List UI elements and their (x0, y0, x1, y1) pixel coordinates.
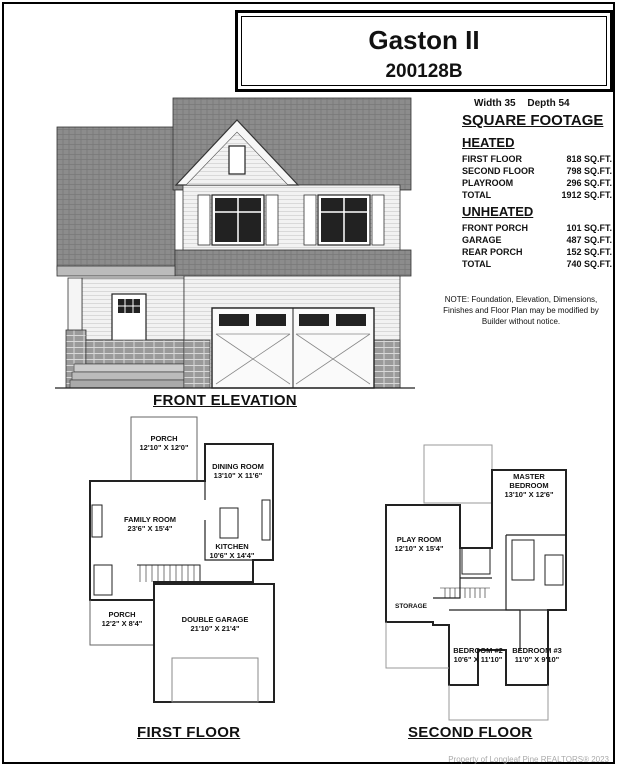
plan-title: Gaston II (368, 25, 480, 55)
builder-note: NOTE: Foundation, Elevation, Dimensions, Finishes and Floor Plan may be modified by Builder without notice. (443, 295, 599, 326)
unheated-row: FRONT PORCH 101 SQ.FT. (462, 223, 612, 233)
unheated-heading: UNHEATED (462, 204, 534, 219)
width-label: Width 35 (474, 98, 516, 109)
room-label: KITCHEN 10'6" X 14'4" (209, 542, 255, 560)
heated-heading: HEATED (462, 135, 515, 150)
heated-row: SECOND FLOOR 798 SQ.FT. (462, 166, 612, 176)
room-label: PLAY ROOM 12'10" X 15'4" (394, 535, 444, 553)
room-label: PORCH 12'2" X 8'4" (101, 610, 143, 628)
front-elevation-caption: FRONT ELEVATION (153, 392, 297, 409)
plan-number: 200128B (385, 61, 463, 82)
unheated-row: GARAGE 487 SQ.FT. (462, 235, 612, 245)
room-label: STORAGE (394, 603, 428, 610)
room-label: DOUBLE GARAGE 21'10" X 21'4" (181, 615, 249, 633)
room-label: FAMILY ROOM 23'6" X 15'4" (123, 515, 177, 533)
room-label: BEDROOM #2 10'6" X 11'10" (453, 646, 503, 664)
heated-row: FIRST FLOOR 818 SQ.FT. (462, 154, 612, 164)
room-label: DINING ROOM 13'10" X 11'6" (212, 462, 264, 480)
depth-label: Depth 54 (527, 98, 570, 109)
room-label: PORCH 12'10" X 12'0" (139, 434, 189, 452)
first-floor-caption: FIRST FLOOR (137, 724, 241, 741)
second-floor-caption: SECOND FLOOR (408, 724, 533, 741)
watermark: Property of Longleaf Pine REALTORS® 2023 (448, 755, 609, 764)
square-footage-heading: SQUARE FOOTAGE (462, 112, 604, 129)
room-label: BEDROOM #3 11'0" X 9'10" (512, 646, 562, 664)
room-label: MASTER BEDROOM 13'10" X 12'6" (504, 472, 554, 499)
unheated-row: REAR PORCH 152 SQ.FT. (462, 247, 612, 257)
heated-row: PLAYROOM 296 SQ.FT. (462, 178, 612, 188)
heated-row: TOTAL 1912 SQ.FT. (462, 190, 612, 200)
unheated-row: TOTAL 740 SQ.FT. (462, 259, 612, 269)
